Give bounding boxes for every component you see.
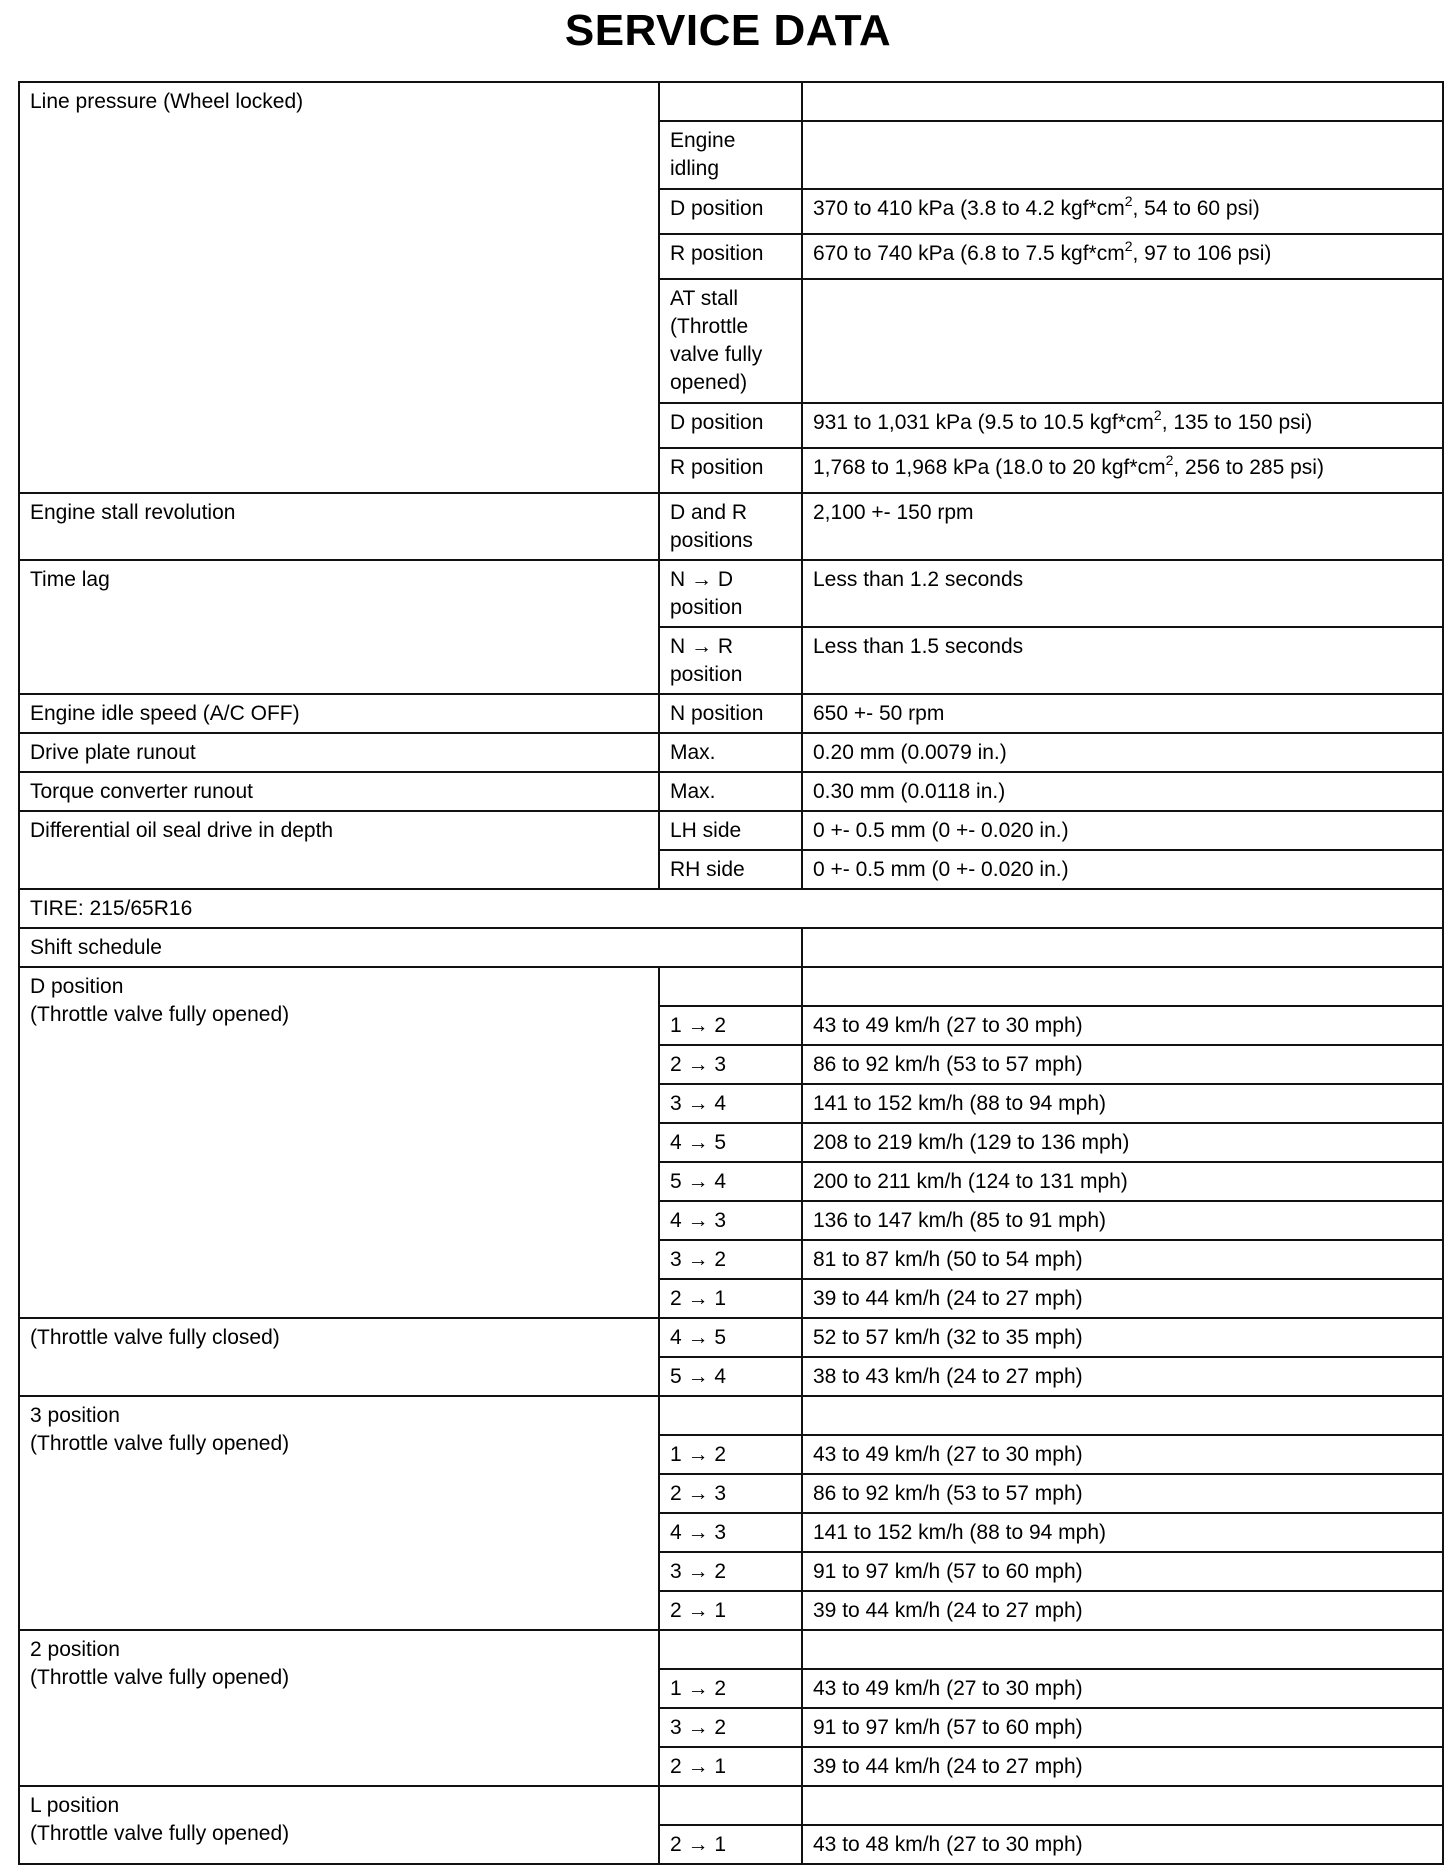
superscript: 2 xyxy=(1124,193,1133,209)
value-cell: 0 +- 0.5 mm (0 +- 0.020 in.) xyxy=(802,811,1443,850)
shift-cell: 1 → 2 xyxy=(659,1669,802,1708)
speed-cell: 43 to 49 km/h (27 to 30 mph) xyxy=(802,1669,1443,1708)
condition-cell: N → D position xyxy=(659,560,802,627)
value-cell xyxy=(802,403,1443,448)
shift-cell: 2 → 3 xyxy=(659,1474,802,1513)
shift-cell: 5 → 4 xyxy=(659,1357,802,1396)
value-text: 1,768 to 1,968 kPa (18.0 to 20 kgf*cm xyxy=(813,456,1166,479)
speed-cell: 39 to 44 km/h (24 to 27 mph) xyxy=(802,1591,1443,1630)
shift-cell: 2 → 1 xyxy=(659,1591,802,1630)
speed-cell: 38 to 43 km/h (24 to 27 mph) xyxy=(802,1357,1443,1396)
value-cell xyxy=(802,234,1443,279)
table-row xyxy=(19,1396,1443,1435)
value-cell xyxy=(802,1396,1443,1435)
item-cell: Differential oil seal drive in depth xyxy=(19,811,659,889)
table-row xyxy=(19,493,1443,560)
value-cell: 0.30 mm (0.0118 in.) xyxy=(802,772,1443,811)
value-cell xyxy=(802,967,1443,1006)
shift-cell: 5 → 4 xyxy=(659,1162,802,1201)
table-row xyxy=(19,560,1443,627)
shift-cell: 4 → 5 xyxy=(659,1123,802,1162)
speed-cell: 43 to 48 km/h (27 to 30 mph) xyxy=(802,1825,1443,1864)
item-cell: Torque converter runout xyxy=(19,772,659,811)
table-row xyxy=(19,772,1443,811)
table-row xyxy=(19,1786,1443,1825)
value-cell xyxy=(802,82,1443,121)
condition-cell: R position xyxy=(659,448,802,493)
superscript: 2 xyxy=(1153,407,1162,423)
table-row xyxy=(19,82,1443,121)
table-row xyxy=(19,928,1443,967)
item-cell: (Throttle valve fully closed) xyxy=(19,1318,659,1396)
table-row xyxy=(19,967,1443,1006)
superscript: 2 xyxy=(1124,238,1133,254)
speed-cell: 141 to 152 km/h (88 to 94 mph) xyxy=(802,1513,1443,1552)
speed-cell: 86 to 92 km/h (53 to 57 mph) xyxy=(802,1474,1443,1513)
condition-cell xyxy=(659,1630,802,1669)
superscript: 2 xyxy=(1165,452,1174,468)
shift-schedule-cell: Shift schedule xyxy=(19,928,802,967)
value-cell xyxy=(802,189,1443,234)
table-row xyxy=(19,889,1443,928)
condition-cell xyxy=(659,1396,802,1435)
speed-cell: 43 to 49 km/h (27 to 30 mph) xyxy=(802,1435,1443,1474)
speed-cell: 52 to 57 km/h (32 to 35 mph) xyxy=(802,1318,1443,1357)
condition-cell: Engine idling xyxy=(659,121,802,189)
shift-cell: 1 → 2 xyxy=(659,1435,802,1474)
speed-cell: 136 to 147 km/h (85 to 91 mph) xyxy=(802,1201,1443,1240)
value-text: 370 to 410 kPa (3.8 to 4.2 kgf*cm xyxy=(813,197,1125,220)
value-text: 931 to 1,031 kPa (9.5 to 10.5 kgf*cm xyxy=(813,411,1154,434)
condition-cell: Max. xyxy=(659,733,802,772)
speed-cell: 91 to 97 km/h (57 to 60 mph) xyxy=(802,1708,1443,1747)
condition-cell xyxy=(659,82,802,121)
value-text: , 97 to 106 psi) xyxy=(1132,242,1272,265)
item-cell: Drive plate runout xyxy=(19,733,659,772)
shift-cell: 2 → 3 xyxy=(659,1045,802,1084)
speed-cell: 208 to 219 km/h (129 to 136 mph) xyxy=(802,1123,1443,1162)
shift-cell: 2 → 1 xyxy=(659,1279,802,1318)
table-row xyxy=(19,1630,1443,1669)
item-cell: D position (Throttle valve fully opened) xyxy=(19,967,659,1318)
value-text: 670 to 740 kPa (6.8 to 7.5 kgf*cm xyxy=(813,242,1125,265)
speed-cell: 43 to 49 km/h (27 to 30 mph) xyxy=(802,1006,1443,1045)
item-cell: L position (Throttle valve fully opened) xyxy=(19,1786,659,1864)
value-cell xyxy=(802,279,1443,403)
value-text: , 256 to 285 psi) xyxy=(1173,456,1324,479)
speed-cell: 39 to 44 km/h (24 to 27 mph) xyxy=(802,1279,1443,1318)
speed-cell: 91 to 97 km/h (57 to 60 mph) xyxy=(802,1552,1443,1591)
shift-cell: 4 → 5 xyxy=(659,1318,802,1357)
condition-cell: R position xyxy=(659,234,802,279)
speed-cell: 141 to 152 km/h (88 to 94 mph) xyxy=(802,1084,1443,1123)
value-cell: 2,100 +- 150 rpm xyxy=(802,493,1443,560)
condition-cell: N position xyxy=(659,694,802,733)
shift-cell: 3 → 2 xyxy=(659,1708,802,1747)
value-cell: 0 +- 0.5 mm (0 +- 0.020 in.) xyxy=(802,850,1443,889)
page-title: SERVICE DATA xyxy=(564,6,892,55)
service-data-table xyxy=(18,81,1444,1865)
value-cell: 0.20 mm (0.0079 in.) xyxy=(802,733,1443,772)
table-row xyxy=(19,694,1443,733)
item-cell: Line pressure (Wheel locked) xyxy=(19,82,659,493)
value-text: , 54 to 60 psi) xyxy=(1132,197,1260,220)
condition-cell: N → R position xyxy=(659,627,802,694)
speed-cell: 200 to 211 km/h (124 to 131 mph) xyxy=(802,1162,1443,1201)
speed-cell: 39 to 44 km/h (24 to 27 mph) xyxy=(802,1747,1443,1786)
condition-cell xyxy=(659,967,802,1006)
condition-cell: LH side xyxy=(659,811,802,850)
value-cell xyxy=(802,448,1443,493)
value-cell: Less than 1.5 seconds xyxy=(802,627,1443,694)
condition-cell xyxy=(659,1786,802,1825)
shift-cell: 4 → 3 xyxy=(659,1513,802,1552)
shift-cell: 2 → 1 xyxy=(659,1825,802,1864)
condition-cell: D and R positions xyxy=(659,493,802,560)
value-cell xyxy=(802,1786,1443,1825)
shift-cell: 4 → 3 xyxy=(659,1201,802,1240)
value-cell: 650 +- 50 rpm xyxy=(802,694,1443,733)
condition-cell: RH side xyxy=(659,850,802,889)
item-cell: Engine idle speed (A/C OFF) xyxy=(19,694,659,733)
tire-cell: TIRE: 215/65R16 xyxy=(19,889,1443,928)
table-row xyxy=(19,1318,1443,1357)
shift-cell: 2 → 1 xyxy=(659,1747,802,1786)
item-cell: 3 position (Throttle valve fully opened) xyxy=(19,1396,659,1630)
condition-cell: D position xyxy=(659,403,802,448)
speed-cell: 81 to 87 km/h (50 to 54 mph) xyxy=(802,1240,1443,1279)
condition-cell: D position xyxy=(659,189,802,234)
shift-cell: 3 → 4 xyxy=(659,1084,802,1123)
speed-cell: 86 to 92 km/h (53 to 57 mph) xyxy=(802,1045,1443,1084)
value-text: , 135 to 150 psi) xyxy=(1161,411,1313,434)
table-row xyxy=(19,811,1443,850)
item-cell: 2 position (Throttle valve fully opened) xyxy=(19,1630,659,1786)
table-row xyxy=(19,733,1443,772)
value-cell xyxy=(802,928,1443,967)
shift-cell: 3 → 2 xyxy=(659,1552,802,1591)
condition-cell: Max. xyxy=(659,772,802,811)
value-cell xyxy=(802,121,1443,189)
shift-cell: 1 → 2 xyxy=(659,1006,802,1045)
item-cell: Engine stall revolution xyxy=(19,493,659,560)
value-cell: Less than 1.2 seconds xyxy=(802,560,1443,627)
value-cell xyxy=(802,1630,1443,1669)
shift-cell: 3 → 2 xyxy=(659,1240,802,1279)
condition-cell: AT stall (Throttle valve fully opened) xyxy=(659,279,802,403)
item-cell: Time lag xyxy=(19,560,659,694)
